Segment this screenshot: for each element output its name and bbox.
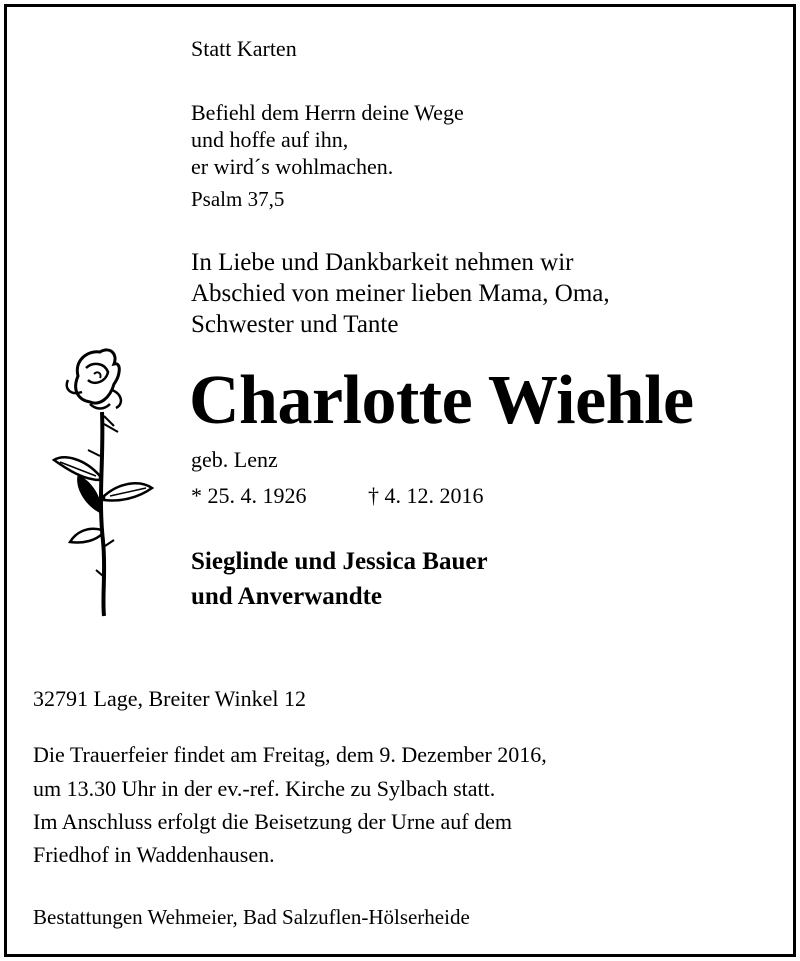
intro-line: Schwester und Tante	[191, 311, 399, 338]
birth-date: * 25. 4. 1926	[191, 483, 307, 508]
death-date: † 4. 12. 2016	[368, 483, 484, 508]
verse-line: und hoffe auf ihn,	[191, 127, 349, 152]
verse-reference: Psalm 37,5	[191, 187, 285, 211]
rose-icon	[48, 346, 158, 618]
ceremony-line: Friedhof in Waddenhausen.	[33, 842, 275, 867]
header-text: Statt Karten	[191, 36, 297, 61]
mourner-line: und Anverwandte	[191, 583, 383, 610]
ceremony-line: Die Trauerfeier findet am Freitag, dem 9. Dezember 2016,	[33, 742, 547, 767]
intro-line: In Liebe und Dankbarkeit nehmen wir	[191, 249, 574, 276]
mourner-line: Sieglinde und Jessica Bauer	[191, 548, 488, 575]
deceased-name: Charlotte Wiehle	[189, 362, 694, 439]
verse-line: er wird´s wohlmachen.	[191, 154, 394, 179]
intro-line: Abschied von meiner lieben Mama, Oma,	[191, 280, 610, 307]
ceremony-line: Im Anschluss erfolgt die Beisetzung der Urne auf dem	[33, 809, 512, 834]
funeral-home-text: Bestattungen Wehmeier, Bad Salzuflen-Hölserheide	[33, 905, 470, 929]
ceremony-line: um 13.30 Uhr in der ev.-ref. Kirche zu Sylbach statt.	[33, 776, 496, 801]
maiden-name: geb. Lenz	[191, 447, 278, 472]
address-text: 32791 Lage, Breiter Winkel 12	[33, 686, 307, 711]
verse-line: Befiehl dem Herrn deine Wege	[191, 100, 464, 125]
